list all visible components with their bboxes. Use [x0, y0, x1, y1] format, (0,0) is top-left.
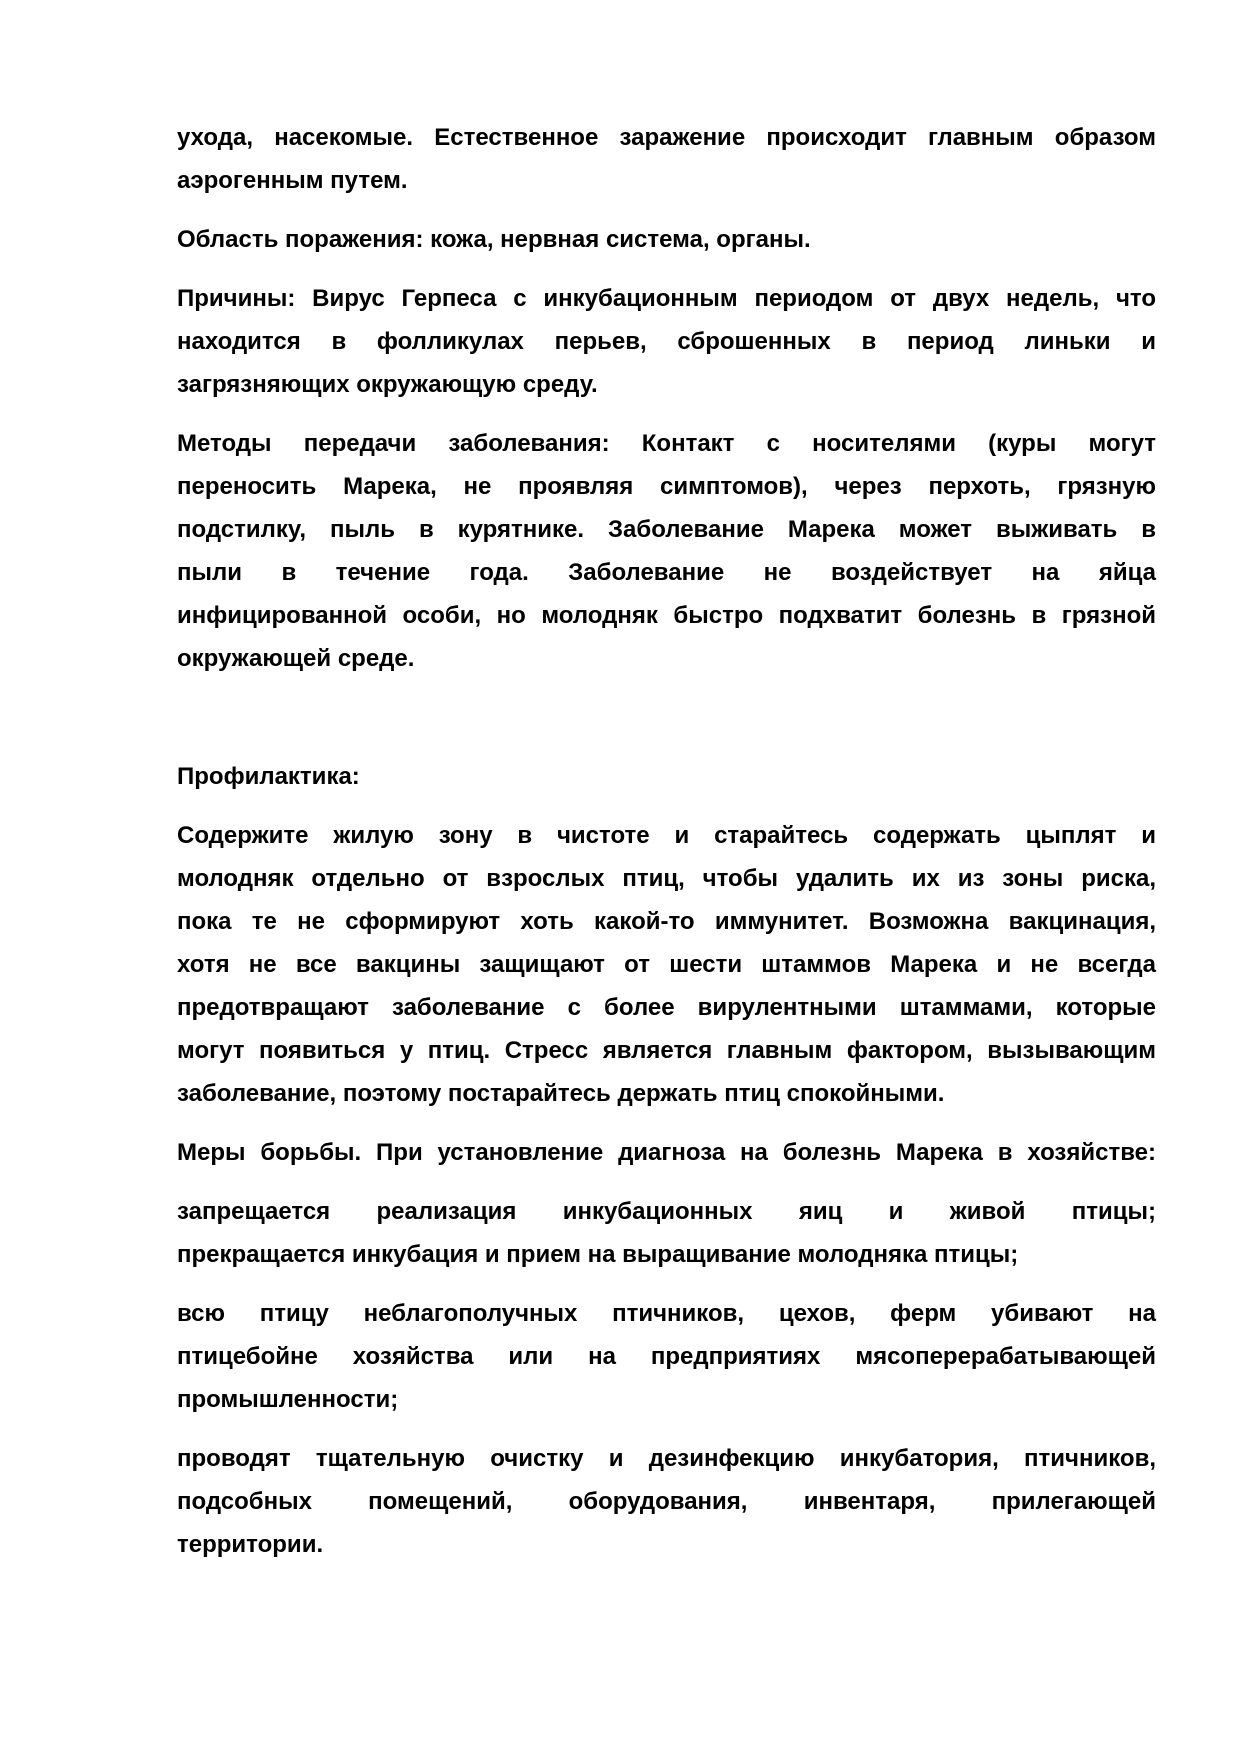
text-line: ухода, насекомые. Естественное заражение происходит главным образом: [177, 124, 1156, 151]
text-line: окружающей среде.: [177, 645, 415, 672]
text-line: молодняк отдельно от взрослых птиц, чтобы удалить их из зоны риска,: [177, 865, 1156, 892]
paragraph-transmission-methods: [177, 422, 1156, 680]
text-line: [177, 696, 1156, 739]
text-line: промышленности;: [177, 1386, 399, 1413]
text-line: территории.: [177, 1531, 324, 1558]
heading-prevention: [177, 755, 1156, 798]
text-line: находится в фолликулах перьев, сброшенных в период линьки и: [177, 328, 1156, 355]
text-line: могут появиться у птиц. Стресс является главным фактором, вызывающим: [177, 1037, 1156, 1064]
paragraph-affected-area: [177, 218, 1156, 261]
text-line: предотвращают заболевание с более вирулентными штаммами, которые: [177, 994, 1156, 1021]
text-line: подсобных помещений, оборудования, инвентаря, прилегающей: [177, 1488, 1156, 1515]
text-line: птицебойне хозяйства или на предприятиях мясоперерабатывающей: [177, 1343, 1156, 1370]
empty-line: [177, 696, 1156, 739]
paragraph-slaughter: [177, 1292, 1156, 1421]
text-line: проводят тщательную очистку и дезинфекцию инкубатория, птичников,: [177, 1445, 1156, 1472]
text-line: запрещается реализация инкубационных яиц и живой птицы;: [177, 1198, 1156, 1225]
text-line: пока те не сформируют хоть какой-то иммунитет. Возможна вакцинация,: [177, 908, 1156, 935]
paragraph-cleaning-disinfection: [177, 1437, 1156, 1566]
text-line: пыли в течение года. Заболевание не воздействует на яйца: [177, 559, 1156, 586]
text-line: инфицированной особи, но молодняк быстро подхватит болезнь в грязной: [177, 602, 1156, 629]
text-line: подстилку, пыль в курятнике. Заболевание Марека может выживать в: [177, 516, 1156, 543]
paragraph-causes: [177, 277, 1156, 406]
text-line: Методы передачи заболевания: Контакт с носителями (куры могут: [177, 430, 1156, 457]
text-line: Меры борьбы. При установление диагноза на болезнь Марека в хозяйстве:: [177, 1139, 1156, 1166]
text-line: Область поражения: кожа, нервная система, органы.: [177, 226, 811, 253]
text-line: прекращается инкубация и прием на выращивание молодняка птицы;: [177, 1241, 1019, 1268]
text-line: Содержите жилую зону в чистоте и старайтесь содержать цыплят и: [177, 822, 1156, 849]
text-line: переносить Марека, не проявляя симптомов), через перхоть, грязную: [177, 473, 1156, 500]
text-line: загрязняющих окружающую среду.: [177, 371, 598, 398]
text-line: Профилактика:: [177, 763, 360, 790]
paragraph-prevention: [177, 814, 1156, 1115]
paragraph-ban-sales: [177, 1190, 1156, 1276]
text-line: хотя не все вакцины защищают от шести штаммов Марека и не всегда: [177, 951, 1156, 978]
paragraph-aerogenic-transmission: [177, 116, 1156, 202]
text-line: всю птицу неблагополучных птичников, цехов, ферм убивают на: [177, 1300, 1156, 1327]
text-line: заболевание, поэтому постарайтесь держать птиц спокойными.: [177, 1080, 945, 1107]
text-line: Причины: Вирус Герпеса с инкубационным периодом от двух недель, что: [177, 285, 1156, 312]
text-line: аэрогенным путем.: [177, 167, 408, 194]
heading-control-measures: [177, 1131, 1156, 1174]
